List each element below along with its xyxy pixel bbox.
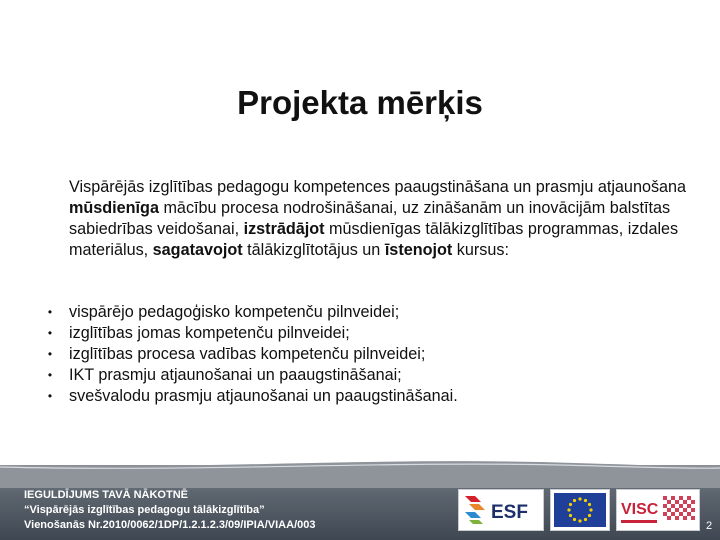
footer-project-name: “Vispārējās izglītības pedagogu tālākizglītība”	[24, 504, 265, 516]
bullet-text: svešvalodu prasmju atjaunošanai un paaugstināšanai.	[69, 387, 458, 405]
intro-bold-3: sagatavojot	[152, 241, 243, 259]
bullet-dot: •	[47, 347, 53, 361]
bullet-text: IKT prasmju atjaunošanai un paaugstināšanai;	[69, 366, 402, 384]
bullet-list	[44, 302, 684, 407]
bullet-dot: •	[47, 368, 53, 382]
page-number: 2	[706, 520, 713, 532]
esf-logo	[458, 489, 544, 531]
bullet-text: izglītības jomas kompetenču pilnveidei;	[69, 324, 350, 342]
footer-slogan: IEGULDĪJUMS TAVĀ NĀKOTNĒ	[24, 489, 188, 501]
bullet-dot: •	[47, 389, 53, 403]
bullet-dot: •	[47, 326, 53, 340]
slide-title: Projekta mērķis	[237, 84, 483, 121]
intro-paragraph	[69, 177, 687, 261]
bullet-item	[44, 344, 684, 365]
bullet-item	[44, 386, 684, 407]
bullet-text: vispārējo pedagoģisko kompetenču pilnveidei;	[69, 303, 400, 321]
esf-label: ESF	[491, 502, 528, 523]
bullet-text: izglītības procesa vadības kompetenču pilnveidei;	[69, 345, 426, 363]
esf-logo-graphic	[459, 490, 543, 530]
visc-logo	[616, 489, 700, 531]
intro-bold-2: izstrādājot	[243, 220, 325, 238]
intro-text-3: mūsdienīgas tālākizglītības programmas, izdales materiālus,	[69, 220, 679, 259]
intro-text-5: kursus:	[452, 241, 509, 259]
visc-label: VISC	[621, 501, 659, 518]
footer-text	[24, 488, 384, 533]
footer-wave	[0, 448, 720, 488]
eu-flag-logo	[550, 489, 610, 531]
intro-text-4: tālākizglītotājus un	[242, 241, 385, 259]
intro-bold-1: mūsdienīga	[69, 199, 159, 217]
bullet-item	[44, 365, 684, 386]
footer-logos	[458, 489, 700, 531]
intro-text-1: Vispārējās izglītības pedagogu kompetences paaugstināšana un prasmju atjaunošana	[69, 178, 687, 196]
visc-logo-graphic	[617, 490, 699, 530]
bullet-item	[44, 302, 684, 323]
intro-text-2: mācību procesa nodrošināšanai, uz zināšanām un inovācijām balstītas sabiedrības veidošanai,	[69, 199, 671, 238]
intro-bold-4: īstenojot	[384, 241, 453, 259]
bullet-item	[44, 323, 684, 344]
footer-agreement-number: Vienošanās Nr.2010/0062/1DP/1.2.1.2.3/09/IPIA/VIAA/003	[24, 519, 316, 531]
eu-flag-icon	[554, 493, 606, 527]
bullet-dot: •	[47, 305, 53, 319]
